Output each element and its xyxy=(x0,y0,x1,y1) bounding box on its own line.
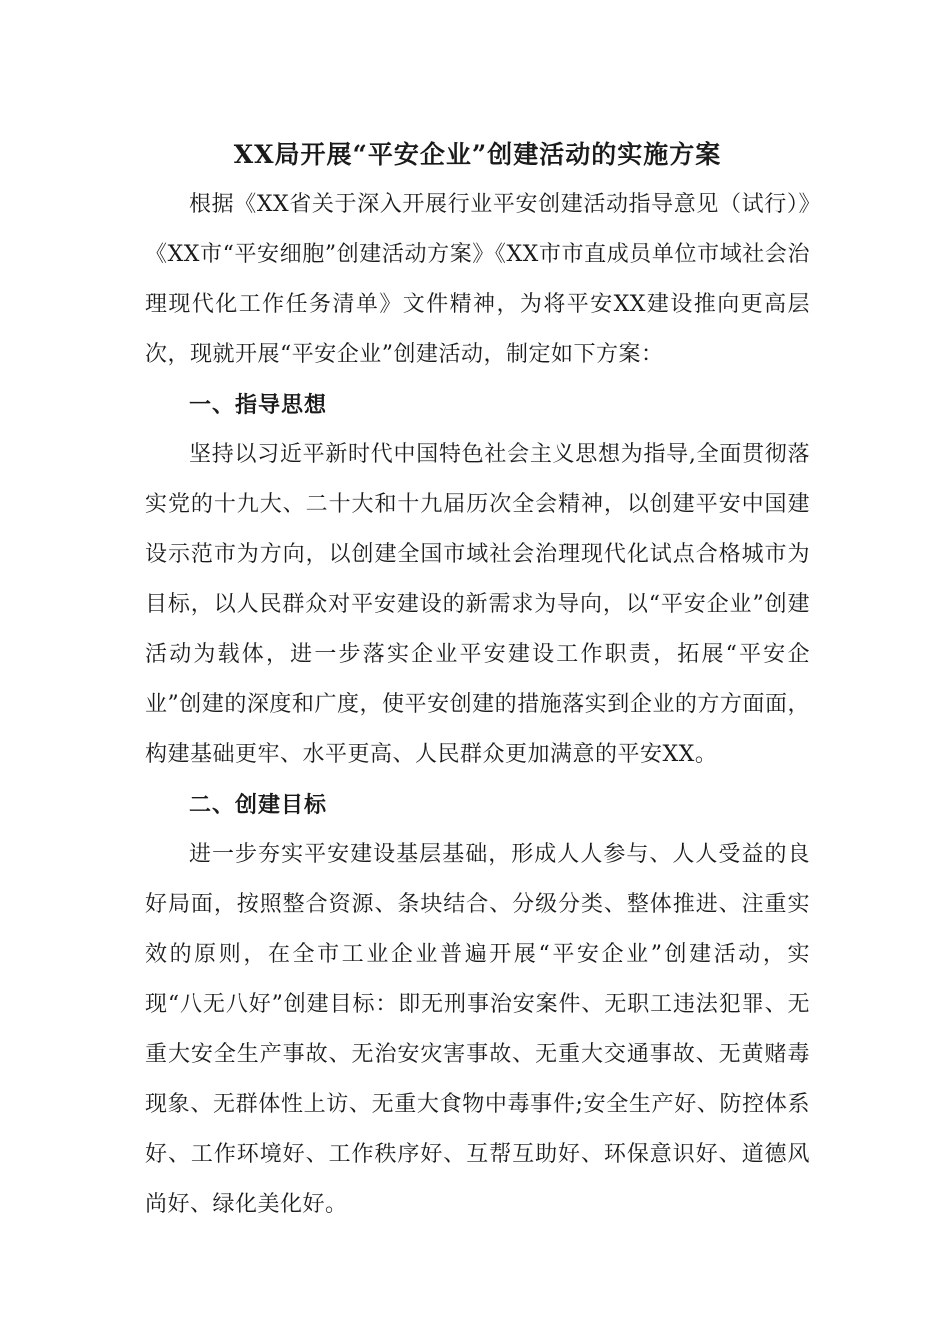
section-body-creation-goals: 进一步夯实平安建设基层基础，形成人人参与、人人受益的良好局面，按照整合资源、条块结合、分级分类、整体推进、注重实效的原则，在全市工业企业普遍开展“平安企业”创建活动，实现“八无八好”创建目标：即无刑事治安案件、无职工违法犯罪、无重大安全生产事故、无治安灾害事故、无重大交通事故、无黄赌毒现象、无群体性上访、无重大食物中毒事件;安全生产好、防控体系好、工作环境好、工作秩序好、互帮互助好、环保意识好、道德风尚好、绿化美化好。 xyxy=(145,842,810,1217)
intro-paragraph: 根据《XX省关于深入开展行业平安创建活动指导意见（试行）》《XX市“平安细胞”创建活动方案》《XX市市直成员单位市域社会治理现代化工作任务清单》文件精神，为将平安XX建设推向更高层次，现就开展“平安企业”创建活动，制定如下方案： xyxy=(145,192,810,367)
document-title: XX局开展“平安企业”创建活动的实施方案 xyxy=(233,140,722,169)
section-heading-guiding-ideology: 一、指导思想 xyxy=(189,392,328,418)
document-page xyxy=(145,130,810,1230)
section-heading-creation-goals: 二、创建目标 xyxy=(189,792,328,818)
section-body-guiding-ideology: 坚持以习近平新时代中国特色社会主义思想为指导,全面贯彻落实党的十九大、二十大和十九届历次全会精神，以创建平安中国建设示范市为方向，以创建全国市域社会治理现代化试点合格城市为目标，以人民群众对平安建设的新需求为导向，以“平安企业”创建活动为载体，进一步落实企业平安建设工作职责，拓展“平安企业”创建的深度和广度，使平安创建的措施落实到企业的方方面面，构建基础更牢、水平更高、人民群众更加满意的平安XX。 xyxy=(145,442,810,767)
